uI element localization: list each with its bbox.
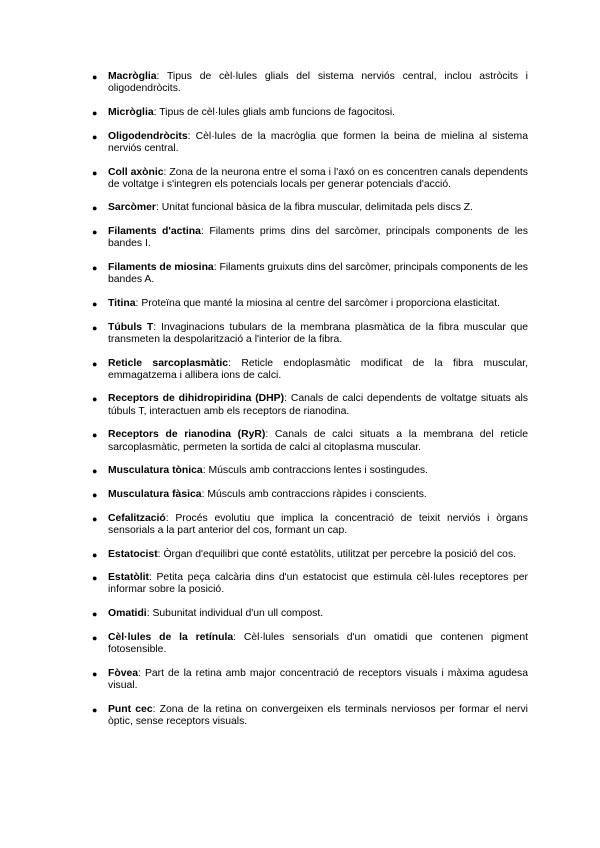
glossary-term: Musculatura tònica xyxy=(108,465,203,477)
glossary-term: Reticle sarcoplasmàtic xyxy=(108,357,229,369)
bullet-icon: ● xyxy=(92,489,98,500)
glossary-definition: Zona de la retina on convergeixen els terminals nerviosos per formar el nervi òptic, sense receptors visuals. xyxy=(108,703,528,727)
glossary-item: ● Cefalització: Procés evolutiu que implica la concentració de teixit nerviós i òrgans sensorials a la part anterior del cos, formant un cap. xyxy=(92,512,528,536)
glossary-term: Micròglia xyxy=(108,106,154,118)
bullet-icon: ● xyxy=(92,167,98,178)
glossary-term: Estatòlit xyxy=(108,572,149,584)
glossary-item: ● Musculatura tònica: Músculs amb contraccions lentes i sostingudes. xyxy=(92,465,428,477)
bullet-icon: ● xyxy=(92,549,98,560)
glossary-term: Fòvea xyxy=(108,667,139,679)
glossary-term: Oligodendròcits xyxy=(108,130,188,142)
glossary-definition: Tipus de cèl·lules glials del sistema nerviós central, inclou astròcits i oligodendròcits. xyxy=(108,71,528,95)
glossary-definition: Òrgan d'equilibri que conté estatòlits, utilitzat per percebre la posició del cos. xyxy=(163,548,517,560)
glossary-term: Cefalització xyxy=(108,512,166,524)
glossary-term: Musculatura fàsica xyxy=(108,488,202,500)
glossary-item: ● Sarcòmer: Unitat funcional bàsica de la fibra muscular, delimitada pels discs Z. xyxy=(92,202,474,214)
bullet-icon: ● xyxy=(92,227,98,238)
glossary-item: ● Omatidi: Subunitat individual d'un ull compost. xyxy=(92,608,324,620)
glossary-definition: Part de la retina amb major concentració de receptors visuals i màxima agudesa visual. xyxy=(108,667,529,691)
glossary-item: ● Receptors de rianodina (RyR): Canals de calci situats a la membrana del reticle sarcoplasmàtic, permeten la sortida de calci al citoplasma muscular. xyxy=(92,429,528,453)
glossary-item: ● Musculatura fàsica: Músculs amb contraccions ràpides i conscients. xyxy=(92,488,427,500)
bullet-icon: ● xyxy=(92,131,98,142)
glossary-definition: Proteïna que manté la miosina al centre del sarcòmer i proporciona elasticitat. xyxy=(141,297,500,309)
glossary-item: ● Coll axònic: Zona de la neurona entre el soma i l'axó on es concentren canals dependents de voltatge i s'integren els potencials locals per generar potencials d'acció. xyxy=(92,166,528,190)
bullet-icon: ● xyxy=(92,609,98,620)
glossary-definition: Músculs amb contraccions lentes i sostingudes. xyxy=(208,465,428,477)
glossary-term: Túbuls T xyxy=(108,321,154,333)
bullet-icon: ● xyxy=(92,513,98,524)
glossary-item: ● Fòvea: Part de la retina amb major concentració de receptors visuals i màxima agudesa visual. xyxy=(92,667,529,691)
bullet-icon: ● xyxy=(92,263,98,274)
glossary-term: Coll axònic xyxy=(108,166,164,178)
glossary-list xyxy=(92,71,528,740)
bullet-icon: ● xyxy=(92,358,98,369)
glossary-item: ● Punt cec: Zona de la retina on convergeixen els terminals nerviosos per formar el nervi òptic, sense receptors visuals. xyxy=(92,703,528,727)
glossary-term: Receptors de rianodina (RyR) xyxy=(108,429,266,441)
bullet-icon: ● xyxy=(92,466,98,477)
glossary-definition: Petita peça calcària dins d'un estatocist que estimula cèl·lules receptores per informar sobre la posició. xyxy=(108,572,528,596)
glossary-item: ● Macròglia: Tipus de cèl·lules glials del sistema nerviós central, inclou astròcits i oligodendròcits. xyxy=(92,71,528,95)
glossary-definition: Reticle endoplasmàtic modificat de la fibra muscular, emmagatzema i allibera ions de calci. xyxy=(108,357,529,381)
bullet-icon: ● xyxy=(92,668,98,679)
bullet-icon: ● xyxy=(92,107,98,118)
glossary-definition: Unitat funcional bàsica de la fibra muscular, delimitada pels discs Z. xyxy=(161,202,474,214)
glossary-item: ● Estatòlit: Petita peça calcària dins d'un estatocist que estimula cèl·lules receptores per informar sobre la posició. xyxy=(92,572,528,596)
glossary-item: ● Reticle sarcoplasmàtic: Reticle endoplasmàtic modificat de la fibra muscular, emmagatzema i allibera ions de calci. xyxy=(92,357,529,381)
glossary-term: Filaments de miosina xyxy=(108,262,214,274)
glossary-definition: Músculs amb contraccions ràpides i conscients. xyxy=(207,488,427,500)
bullet-icon: ● xyxy=(92,704,98,715)
bullet-icon: ● xyxy=(92,573,98,584)
glossary-definition: Subunitat individual d'un ull compost. xyxy=(152,608,324,620)
glossary-item: ● Micròglia: Tipus de cèl·lules glials amb funcions de fagocitosi. xyxy=(92,106,396,118)
bullet-icon: ● xyxy=(92,322,98,333)
glossary-term: Filaments d'actina xyxy=(108,226,201,238)
bullet-icon: ● xyxy=(92,632,98,643)
glossary-definition: Procés evolutiu que implica la concentració de teixit nerviós i òrgans sensorials a la part anterior del cos, formant un cap. xyxy=(108,512,528,536)
bullet-icon: ● xyxy=(92,394,98,405)
glossary-term: Punt cec xyxy=(108,703,153,715)
glossary-item: ● Receptors de dihidropiridina (DHP): Canals de calci dependents de voltatge situats als túbuls T, interactuen amb els receptors de rianodina. xyxy=(92,393,528,417)
glossary-term: Sarcòmer xyxy=(108,202,156,214)
glossary-item: ● Cèl·lules de la retínula: Cèl·lules sensorials d'un omatidi que contenen pigment fotosensible. xyxy=(92,631,528,656)
bullet-icon: ● xyxy=(92,298,98,309)
glossary-term: Receptors de dihidropiridina (DHP) xyxy=(108,393,285,405)
bullet-icon: ● xyxy=(92,203,98,214)
glossary-definition: Zona de la neurona entre el soma i l'axó on es concentren canals dependents de voltatge i s'integren els potencials locals per generar potencials d'acció. xyxy=(108,166,528,190)
glossary-item: ● Oligodendròcits: Cèl·lules de la macròglia que formen la beina de mielina al sistema nerviós central. xyxy=(92,130,528,154)
glossary-definition: Canals de calci situats a la membrana del reticle sarcoplasmàtic, permeten la sortida de calci al citoplasma muscular. xyxy=(108,429,528,453)
glossary-definition: Invaginacions tubulars de la membrana plasmàtica de la fibra muscular que transmeten la despolarització a l'interior de la fibra. xyxy=(108,321,528,345)
glossary-term: Cèl·lules de la retínula xyxy=(108,631,234,643)
glossary-definition: Filaments prims dins del sarcòmer, principals components de les bandes I. xyxy=(108,226,528,250)
bullet-icon: ● xyxy=(92,430,98,441)
bullet-icon: ● xyxy=(92,72,98,82)
glossary-term: Estatocist xyxy=(108,548,158,560)
glossary-item: ● Estatocist: Òrgan d'equilibri que conté estatòlits, utilitzat per percebre la posició del cos. xyxy=(92,548,517,560)
glossary-definition: Tipus de cèl·lules glials amb funcions de fagocitosi. xyxy=(159,106,396,118)
glossary-definition: Cèl·lules de la macròglia que formen la beina de mielina al sistema nerviós central. xyxy=(108,130,528,154)
glossary-definition: Filaments gruixuts dins del sarcòmer, principals components de les bandes A. xyxy=(108,262,528,286)
glossary-term: Macròglia xyxy=(108,71,157,82)
glossary-item: ● Titina: Proteïna que manté la miosina al centre del sarcòmer i proporciona elasticitat. xyxy=(92,297,500,309)
glossary-term: Titina xyxy=(108,297,136,309)
glossary-item: ● Túbuls T: Invaginacions tubulars de la membrana plasmàtica de la fibra muscular que transmeten la despolarització a l'interior de la fibra. xyxy=(92,321,528,345)
glossary-term: Omatidi xyxy=(108,608,147,620)
glossary-item: ● Filaments de miosina: Filaments gruixuts dins del sarcòmer, principals components de les bandes A. xyxy=(92,262,528,286)
glossary-item: ● Filaments d'actina: Filaments prims dins del sarcòmer, principals components de les bandes I. xyxy=(92,226,528,250)
glossary-definition: Cèl·lules sensorials d'un omatidi que contenen pigment fotosensible. xyxy=(108,631,528,656)
glossary-definition: Canals de calci dependents de voltatge situats als túbuls T, interactuen amb els receptors de rianodina. xyxy=(108,393,528,417)
